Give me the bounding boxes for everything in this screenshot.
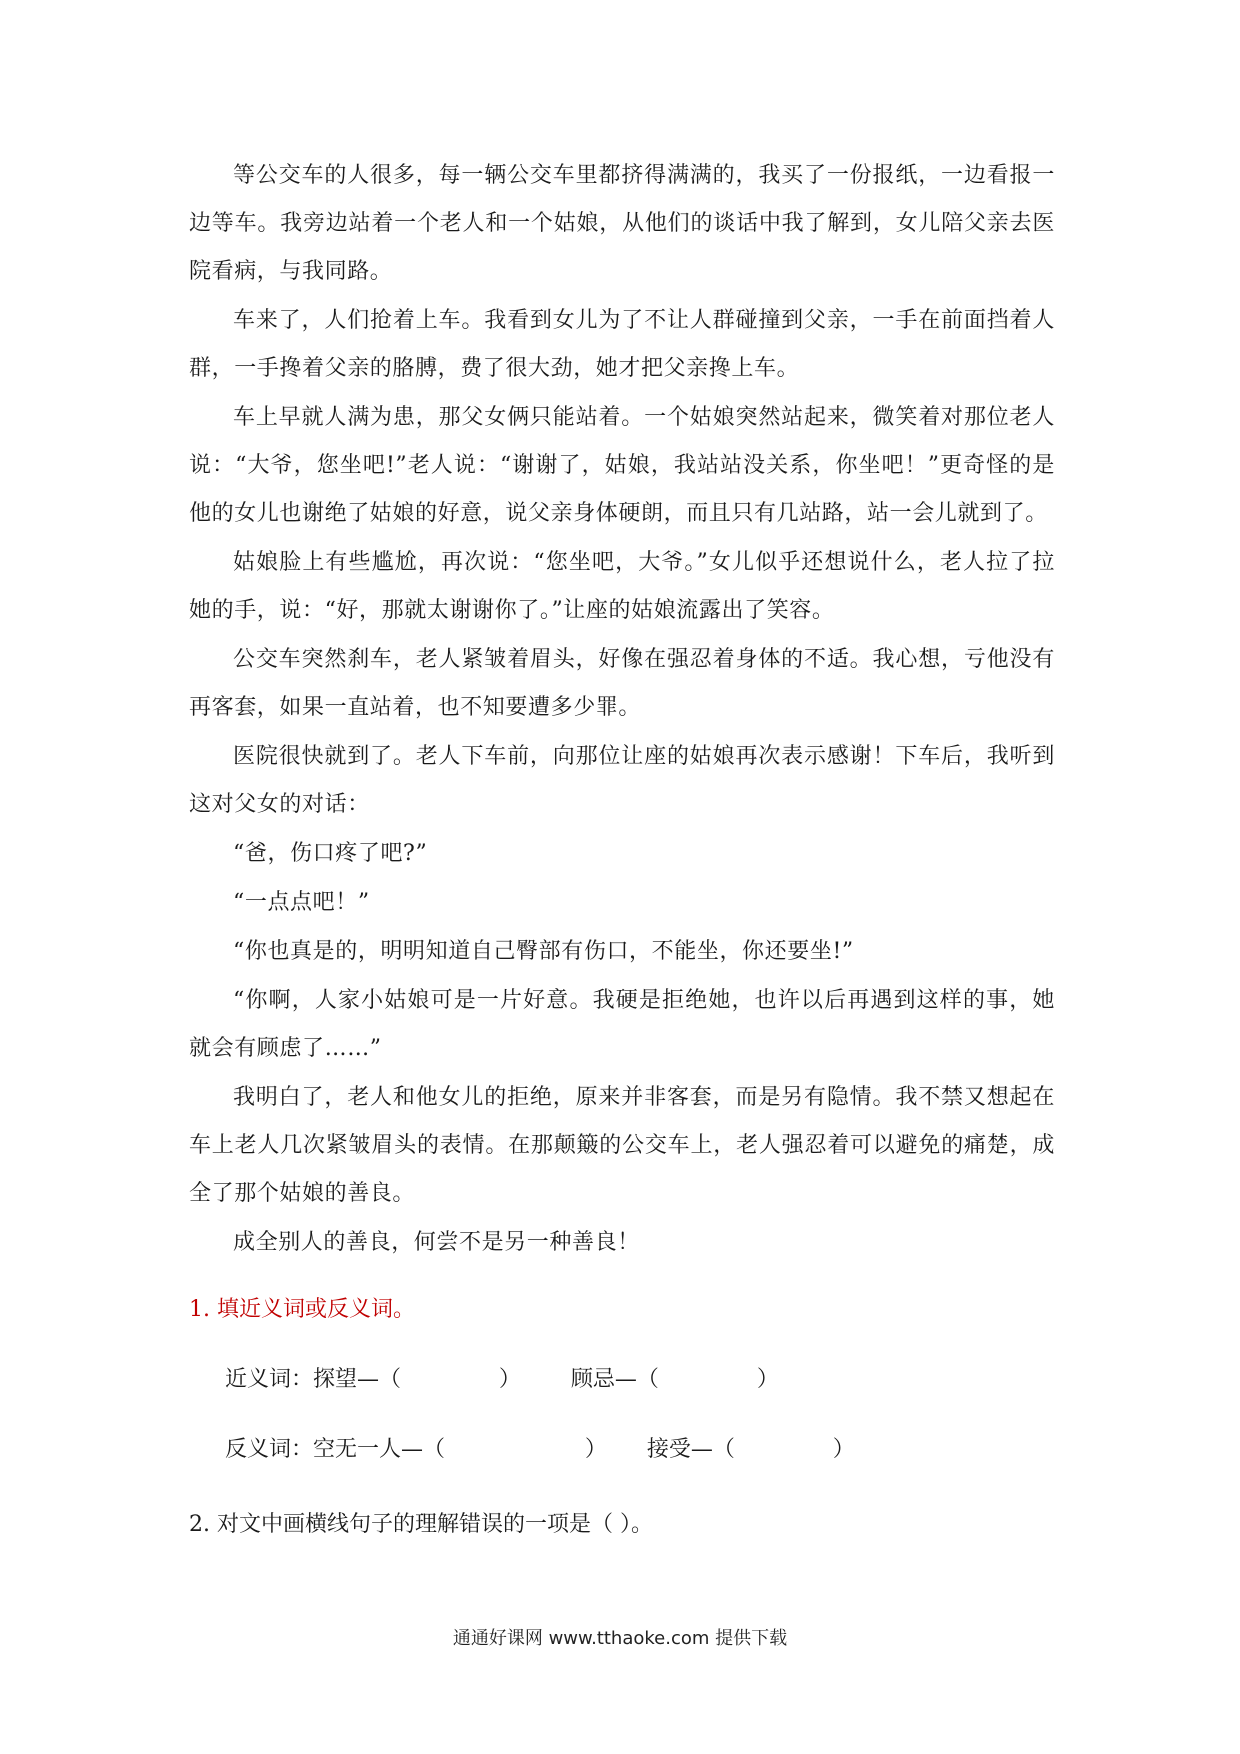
paragraph-4: 姑娘脸上有些尴尬，再次说：“您坐吧，大爷。”女儿似乎还想说什么，老人拉了拉她的手，说：“好，那就太谢谢你了。”让座的姑娘流露出了笑容。 [189, 550, 1055, 623]
antonyms-row [225, 1430, 855, 1470]
paragraph-3: 车上早就人满为患，那父女俩只能站着。一个姑娘突然站起来，微笑着对那位老人说：“大爷，您坐吧!”老人说：“谢谢了，姑娘，我站站没关系，你坐吧！”更奇怪的是他的女儿也谢绝了姑娘的好意，说父亲身体硬朗，而且只有几站路，站一会儿就到了。 [189, 405, 1055, 526]
synonym-blank-2: 顾忌—（ ） [570, 1367, 779, 1392]
dialogue-line-4: “你啊，人家小姑娘可是一片好意。我硬是拒绝她，也许以后再遇到这样的事，她就会有顾虑了……” [189, 988, 1055, 1061]
dialogue-line-3: “你也真是的，明明知道自己臀部有伤口，不能坐，你还要坐!” [233, 939, 854, 964]
paragraph-7: 我明白了，老人和他女儿的拒绝，原来并非客套，而是另有隐情。我不禁又想起在车上老人几次紧皱眉头的表情。在那颠簸的公交车上，老人强忍着可以避免的痛楚，成全了那个姑娘的善良。 [189, 1085, 1055, 1206]
paragraph-6: 医院很快就到了。老人下车前，向那位让座的姑娘再次表示感谢！下车后，我听到这对父女的对话： [189, 744, 1055, 817]
dialogue-line-2: “一点点吧！” [233, 890, 370, 915]
question-2: 2. 对文中画横线句子的理解错误的一项是（ ）。 [189, 1512, 653, 1537]
antonyms-label: 反义词： [225, 1437, 314, 1462]
antonym-blank-2: 接受—（ ） [646, 1437, 855, 1462]
synonyms-row [225, 1360, 779, 1400]
questions-section [189, 1290, 1055, 1537]
story-text [189, 152, 1055, 1267]
synonyms-label: 近义词： [225, 1367, 314, 1392]
synonym-blank-1: 探望—（ ） [313, 1367, 521, 1392]
paragraph-5: 公交车突然刹车，老人紧皱着眉头，好像在强忍着身体的不适。我心想，亏他没有再客套，如果一直站着，也不知要遭多少罪。 [189, 647, 1055, 720]
antonym-blank-1: 空无一人—（ ） [313, 1437, 607, 1462]
question-1-title: 1. 填近义词或反义词。 [189, 1297, 415, 1322]
paragraph-8: 成全别人的善良，何尝不是另一种善良！ [233, 1230, 640, 1255]
dialogue-line-1: “爸，伤口疼了吧?” [233, 841, 428, 866]
paragraph-1: 等公交车的人很多，每一辆公交车里都挤得满满的，我买了一份报纸，一边看报一边等车。我旁边站着一个老人和一个姑娘，从他们的谈话中我了解到，女儿陪父亲去医院看病，与我同路。 [189, 163, 1055, 284]
page-footer: 通通好课网 www.tthaoke.com 提供下载 [452, 1628, 788, 1649]
paragraph-2: 车来了，人们抢着上车。我看到女儿为了不让人群碰撞到父亲，一手在前面挡着人群，一手搀着父亲的胳膊，费了很大劲，她才把父亲搀上车。 [189, 308, 1055, 381]
